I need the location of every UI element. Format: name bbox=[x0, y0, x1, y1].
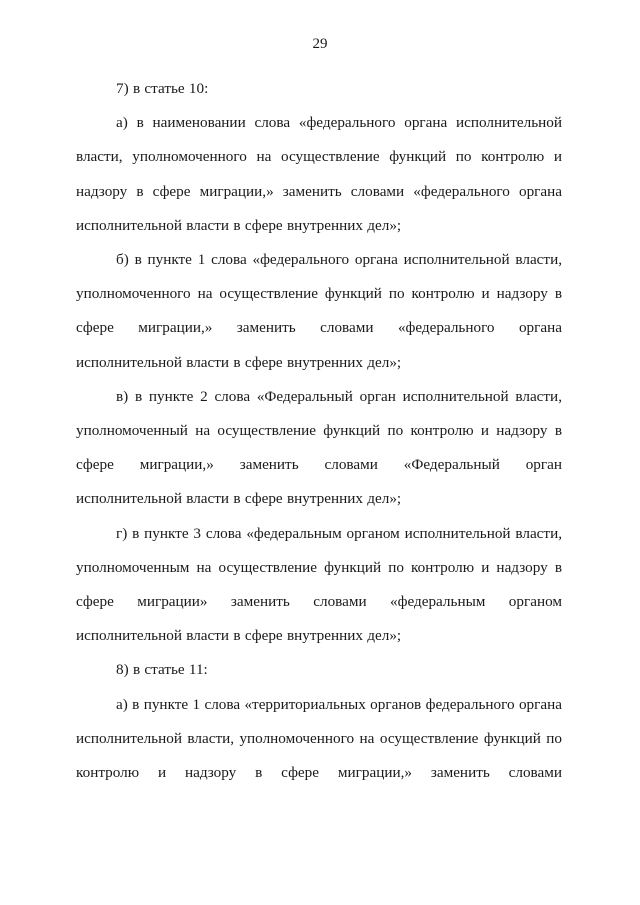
paragraph-article-10-heading: 7) в статье 10: bbox=[116, 80, 209, 97]
paragraph-item-v-point-2: в) в пункте 2 слова «Федеральный орган исполнительной власти, уполномоченный на осуществление функций по контролю и надзору в сфере миграции,» заменить словами «Федеральный орган исполнительной власти в сфере внутренних дел»; bbox=[76, 387, 562, 508]
document-body bbox=[76, 72, 562, 790]
paragraph-item-a-point-1: а) в пункте 1 слова «территориальных органов федерального органа исполнительной власти, уполномоченного на осуществление функций по контролю и надзору в сфере миграции,» заменить словами bbox=[76, 695, 562, 782]
paragraph-article-11-heading: 8) в статье 11: bbox=[116, 661, 208, 679]
paragraph-item-g-point-3: г) в пункте 3 слова «федеральным органом исполнительной власти, уполномоченным на осуществление функций по контролю и надзору в сфере миграции» заменить словами «федеральным органом исполнительной власти в сфере внутренних дел»; bbox=[76, 524, 562, 645]
paragraph-item-b-point-1: б) в пункте 1 слова «федерального органа исполнительной власти, уполномоченного на осуществление функций по контролю и надзору в сфере миграции,» заменить словами «федерального органа исполнительной власти в сфере внутренних дел»; bbox=[76, 251, 562, 371]
page-number: 29 bbox=[312, 36, 328, 52]
paragraph-item-a-title: а) в наименовании слова «федерального органа исполнительной власти, уполномоченного на осуществление функций по контролю и надзору в сфере миграции,» заменить словами «федерального органа исполнительной власти в сфере внутренних дел»; bbox=[76, 114, 562, 234]
